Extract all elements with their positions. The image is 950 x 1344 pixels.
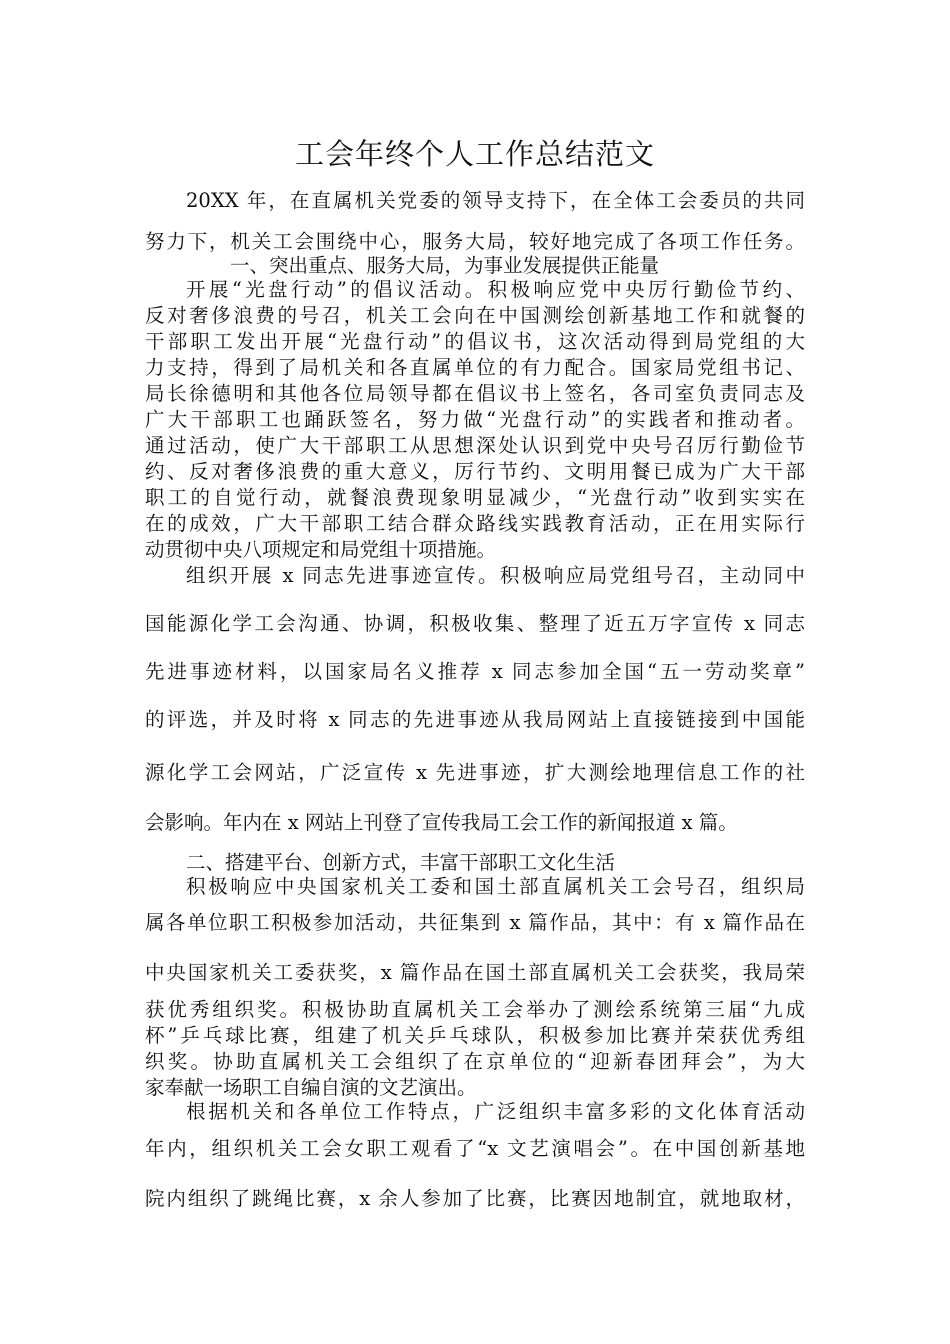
- para2-line: 组织开展 x 同志先进事迹宣传。积极响应局党组号召，主动同中: [186, 564, 805, 587]
- para3-line: 中央国家机关工委获奖，x 篇作品在国土部直属机关工会获奖，我局荣: [145, 961, 805, 984]
- para1-line: 力支持，得到了局机关和各直属单位的有力配合。国家局党组书记、: [145, 356, 805, 379]
- para1-line: 动贯彻中央八项规定和局党组十项措施。: [145, 538, 497, 561]
- para1-line: 反对奢侈浪费的号召，机关工会向在中国测绘创新基地工作和就餐的: [145, 304, 805, 327]
- para1-line: 约、反对奢侈浪费的重大意义，厉行节约、文明用餐已成为广大干部: [145, 460, 805, 483]
- intro-line: 努力下，机关工会围绕中心，服务大局，较好地完成了各项工作任务。: [145, 230, 805, 253]
- para2-line: 国能源化学工会沟通、协调，积极收集、整理了近五万字宣传 x 同志: [145, 612, 805, 635]
- para3-line: 家奉献一场职工自编自演的文艺演出。: [145, 1076, 477, 1099]
- para4-line: 根据机关和各单位工作特点，广泛组织丰富多彩的文化体育活动: [186, 1100, 805, 1123]
- para2-line: 源化学工会网站，广泛宣传 x 先进事迹，扩大测绘地理信息工作的社: [145, 761, 805, 784]
- section-heading-2: 二、搭建平台、创新方式，丰富干部职工文化生活: [186, 851, 616, 874]
- para4-line: 年内，组织机关工会女职工观看了“x 文艺演唱会”。在中国创新基地: [145, 1137, 805, 1160]
- section-heading-1: 一、突出重点、服务大局，为事业发展提供正能量: [230, 254, 660, 277]
- para3-line: 属各单位职工积极参加活动，共征集到 x 篇作品，其中：有 x 篇作品在: [145, 911, 805, 934]
- para1-line: 在的成效，广大干部职工结合群众路线实践教育活动，正在用实际行: [145, 512, 805, 535]
- intro-line: 20XX 年，在直属机关党委的领导支持下，在全体工会委员的共同: [186, 189, 805, 212]
- para1-line: 广大干部职工也踊跃签名，努力做“光盘行动”的实践者和推动者。: [145, 408, 805, 431]
- para3-line: 杯”乒乓球比赛，组建了机关乒乓球队，积极参加比赛并荣获优秀组: [145, 1024, 805, 1047]
- para1-line: 职工的自觉行动，就餐浪费现象明显减少，“光盘行动”收到实实在: [145, 486, 805, 509]
- para4-line: 院内组织了跳绳比赛，x 余人参加了比赛，比赛因地制宜，就地取材，: [145, 1187, 805, 1210]
- para3-line: 获优秀组织奖。积极协助直属机关工会举办了测绘系统第三届“九成: [145, 998, 805, 1021]
- para1-line: 局长徐德明和其他各位局领导都在倡议书上签名，各司室负责同志及: [145, 382, 805, 405]
- para2-line: 先进事迹材料，以国家局名义推荐 x 同志参加全国“五一劳动奖章”: [145, 660, 805, 683]
- para2-line: 的评选，并及时将 x 同志的先进事迹从我局网站上直接链接到中国能: [145, 708, 805, 731]
- para1-line: 通过活动，使广大干部职工从思想深处认识到党中央号召厉行勤俭节: [145, 434, 805, 457]
- para1-line: 开展“光盘行动”的倡议活动。积极响应党中央厉行勤俭节约、: [186, 278, 805, 301]
- para3-line: 织奖。协助直属机关工会组织了在京单位的“迎新春团拜会”，为大: [145, 1050, 805, 1073]
- para1-line: 干部职工发出开展“光盘行动”的倡议书，这次活动得到局党组的大: [145, 330, 805, 353]
- para3-line: 积极响应中央国家机关工委和国土部直属机关工会号召，组织局: [186, 875, 805, 898]
- para2-line: 会影响。年内在 x 网站上刊登了宣传我局工会工作的新闻报道 x 篇。: [145, 811, 738, 834]
- document-title: 工会年终个人工作总结范文: [294, 137, 655, 171]
